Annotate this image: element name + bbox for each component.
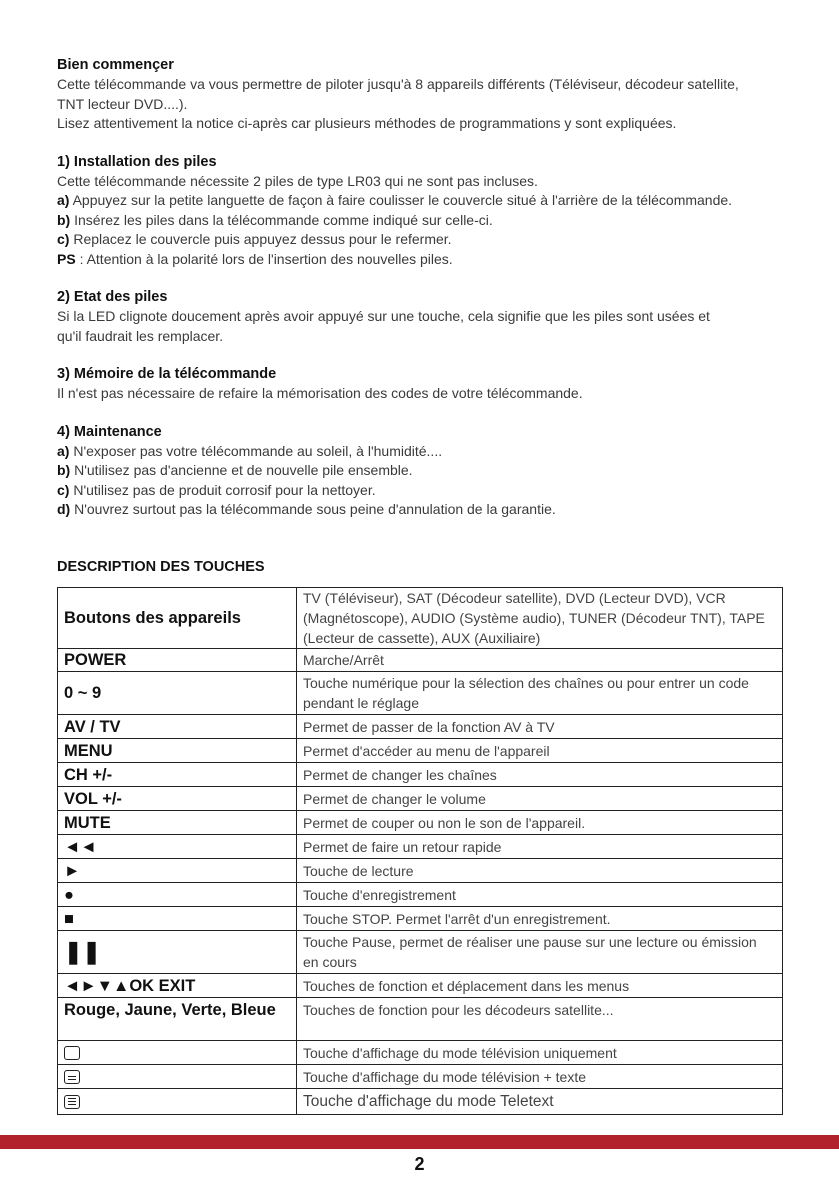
tv-mode-icon: [64, 1046, 80, 1060]
record-icon: ●: [58, 883, 297, 907]
key-cell: AV / TV: [58, 715, 297, 739]
table-row: [58, 1065, 783, 1089]
desc-cell: Marche/Arrêt: [297, 649, 783, 672]
table-row: [58, 859, 783, 883]
footer-accent-bar: [0, 1135, 839, 1149]
intro-title: Bien commençer: [57, 57, 174, 73]
desc-cell: Permet de changer le volume: [297, 787, 783, 811]
page-number: 2: [414, 1154, 425, 1174]
teletext-mode-icon: [64, 1095, 80, 1109]
intro-line: Cette télécommande va vous permettre de piloter jusqu'à 8 appareils différents (Téléviseur, décodeur satellite,: [57, 76, 739, 92]
section-title-memoire: 3) Mémoire de la télécommande: [57, 366, 277, 382]
key-cell: CH +/-: [58, 763, 297, 787]
key-cell: POWER: [58, 649, 297, 672]
desc-cell: Touche STOP. Permet l'arrêt d'un enregistrement.: [297, 907, 783, 931]
section-text: Il n'est pas nécessaire de refaire la mémorisation des codes de votre télécommande.: [57, 385, 583, 401]
desc-cell: Permet de passer de la fonction AV à TV: [297, 715, 783, 739]
table-row: [58, 931, 783, 974]
keys-table: [57, 587, 783, 1115]
table-row: [58, 588, 783, 649]
key-cell: MENU: [58, 739, 297, 763]
desc-cell: Permet de couper ou non le son de l'appareil.: [297, 811, 783, 835]
page-content: [57, 56, 783, 577]
key-cell: VOL +/-: [58, 787, 297, 811]
table-row: [58, 787, 783, 811]
description-title: DESCRIPTION DES TOUCHES: [57, 558, 265, 575]
desc-cell: TV (Téléviseur), SAT (Décodeur satellite), DVD (Lecteur DVD), VCR (Magnétoscope), AUDIO (Système audio), TUNER (Décodeur TNT), TAPE (Lecteur de cassette), AUX (Auxiliaire): [297, 588, 783, 649]
key-cell: [58, 1089, 297, 1115]
key-cell: Rouge, Jaune, Verte, Bleue: [58, 998, 297, 1041]
list-item: PS : Attention à la polarité lors de l'insertion des nouvelles piles.: [57, 250, 453, 267]
section-text: Si la LED clignote doucement après avoir appuyé sur une touche, cela signifie que les piles sont usées et: [57, 308, 710, 324]
table-row: [58, 1041, 783, 1065]
section-title-maintenance: 4) Maintenance: [57, 423, 162, 440]
desc-cell: Touche d'affichage du mode Teletext: [297, 1089, 783, 1115]
table-row: [58, 649, 783, 672]
rewind-icon: ◄◄: [58, 835, 297, 859]
table-row: [58, 672, 783, 715]
key-cell: [58, 1041, 297, 1065]
table-row: [58, 907, 783, 931]
intro-line: Lisez attentivement la notice ci-après car plusieurs méthodes de programmations y sont expliquées.: [57, 115, 677, 131]
desc-cell: Permet de faire un retour rapide: [297, 835, 783, 859]
section-text: qu'il faudrait les remplacer.: [57, 327, 224, 344]
tv-text-mode-icon: [64, 1070, 80, 1084]
stop-icon: ■: [58, 907, 297, 931]
list-item: c) Replacez le couvercle puis appuyez dessus pour le refermer.: [57, 231, 452, 247]
key-cell: 0 ~ 9: [58, 672, 297, 715]
table-row: [58, 883, 783, 907]
desc-cell: Touche d'affichage du mode télévision uniquement: [297, 1041, 783, 1065]
list-item: d) N'ouvrez surtout pas la télécommande sous peine d'annulation de la garantie.: [57, 501, 556, 517]
section-title-etat: 2) Etat des piles: [57, 289, 168, 305]
table-row: [58, 811, 783, 835]
table-row: [58, 1089, 783, 1115]
list-item: c) N'utilisez pas de produit corrosif pour la nettoyer.: [57, 481, 376, 498]
table-row: [58, 835, 783, 859]
list-item: a) Appuyez sur la petite languette de façon à faire coulisser le couvercle situé à l'arrière de la télécommande.: [57, 192, 733, 208]
table-row: [58, 998, 783, 1041]
key-cell: Boutons des appareils: [58, 588, 297, 649]
play-icon: ►: [58, 859, 297, 883]
desc-cell: Permet d'accéder au menu de l'appareil: [297, 739, 783, 763]
desc-cell: Touche numérique pour la sélection des chaînes ou pour entrer un code pendant le réglage: [297, 672, 783, 715]
table-row: [58, 974, 783, 998]
list-item: b) Insérez les piles dans la télécommande comme indiqué sur celle-ci.: [57, 211, 493, 228]
key-cell: [58, 1065, 297, 1089]
desc-cell: Permet de changer les chaînes: [297, 763, 783, 787]
table-row: [58, 763, 783, 787]
section-text: Cette télécommande nécessite 2 piles de type LR03 qui ne sont pas incluses.: [57, 172, 538, 189]
key-cell: ◄►▼▲OK EXIT: [58, 974, 297, 998]
list-item: a) N'exposer pas votre télécommande au soleil, à l'humidité....: [57, 442, 443, 459]
list-item: b) N'utilisez pas d'ancienne et de nouvelle pile ensemble.: [57, 462, 413, 478]
intro-line: TNT lecteur DVD....).: [57, 95, 188, 112]
desc-cell: Touche d'affichage du mode télévision + texte: [297, 1065, 783, 1089]
key-cell: MUTE: [58, 811, 297, 835]
section-title-piles: 1) Installation des piles: [57, 153, 217, 170]
desc-cell: Touche d'enregistrement: [297, 883, 783, 907]
table-row: [58, 739, 783, 763]
desc-cell: Touche Pause, permet de réaliser une pause sur une lecture ou émission en cours: [297, 931, 783, 974]
desc-cell: Touche de lecture: [297, 859, 783, 883]
desc-cell: Touches de fonction pour les décodeurs satellite...: [297, 998, 783, 1041]
pause-icon: ❚❚: [58, 931, 297, 974]
table-row: [58, 715, 783, 739]
desc-cell: Touches de fonction et déplacement dans les menus: [297, 974, 783, 998]
